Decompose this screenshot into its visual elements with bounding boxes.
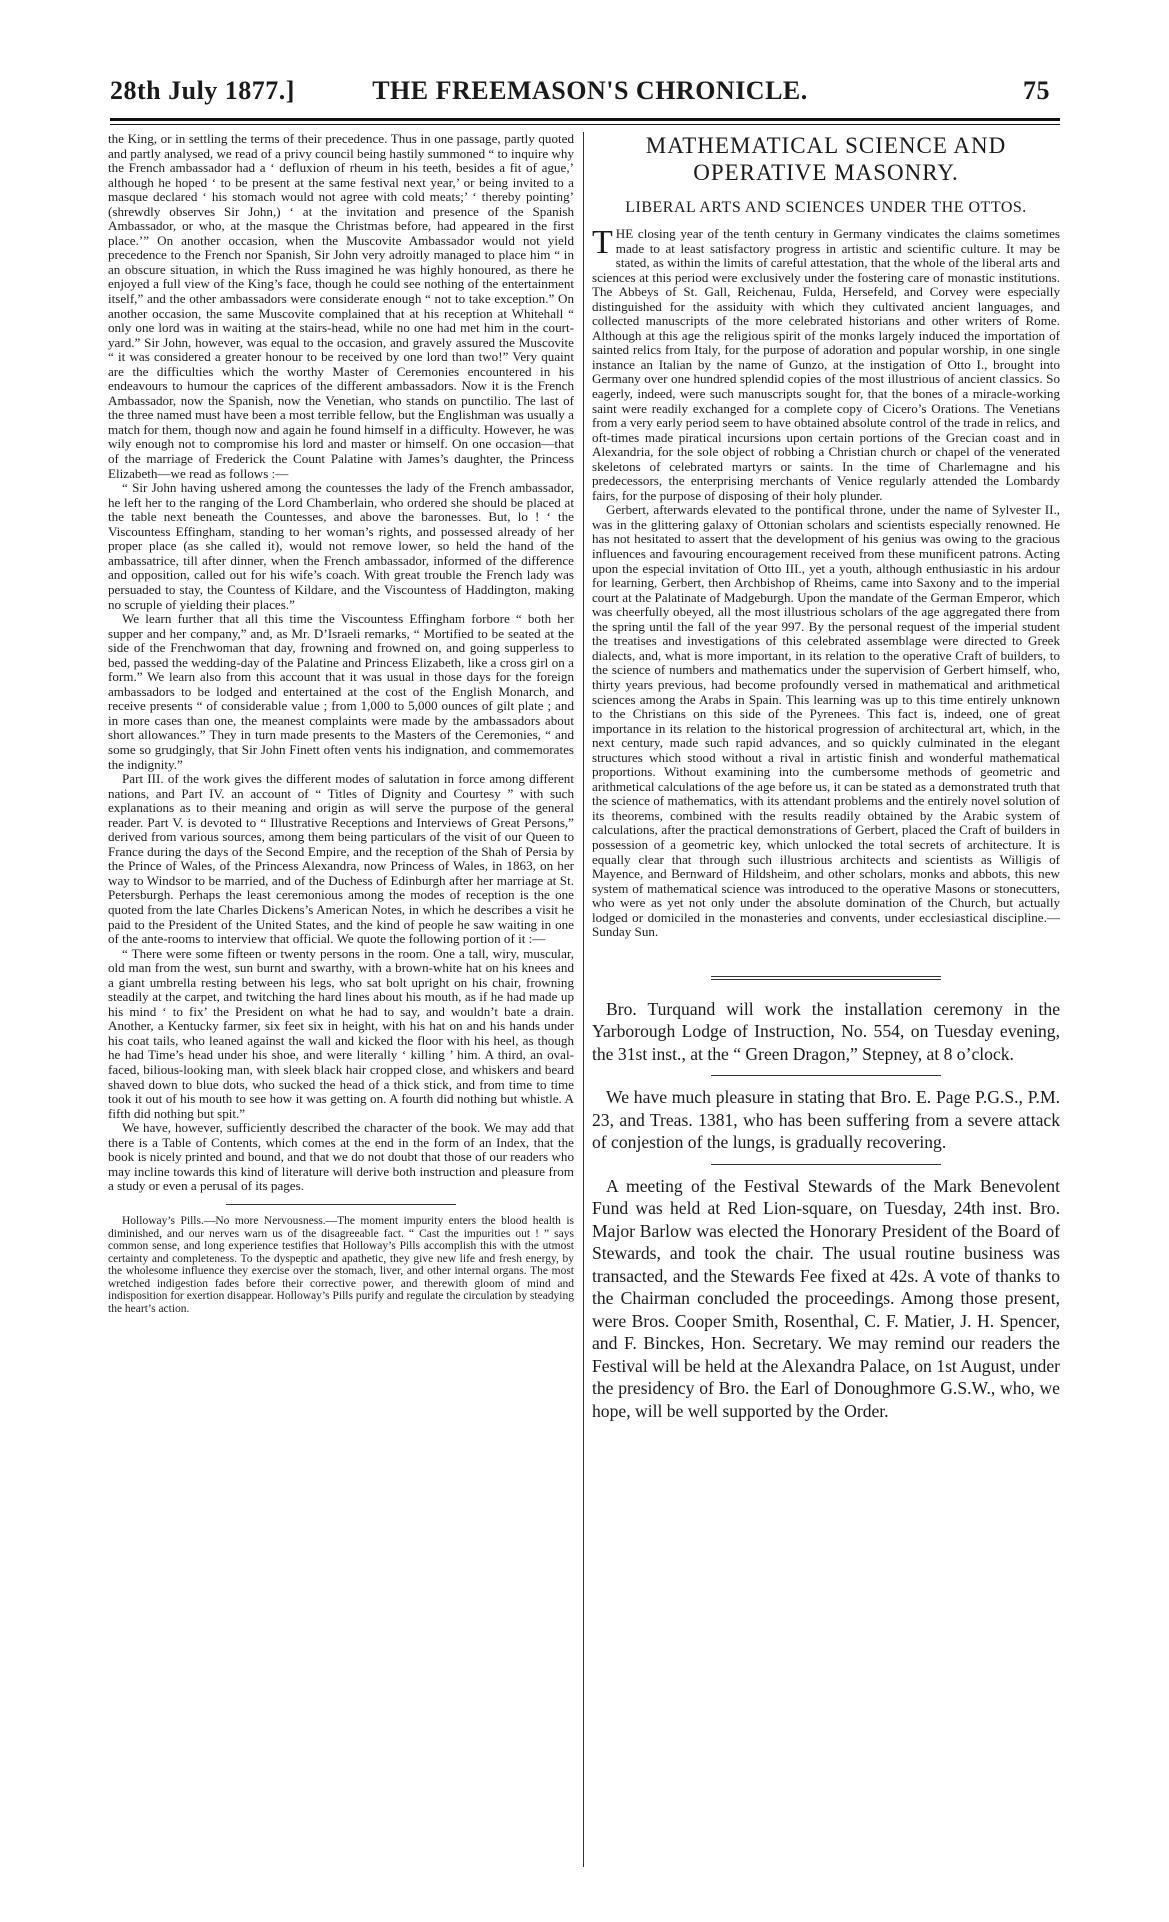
paragraph: Part III. of the work gives the different modes of salutation in force among different nations, and Part IV. an account of “ Titles of Dignity and Courtesy ” with such explanations as to their meaning and origin as will serve the purpose of the general reader. Part V. is devoted to “ Illustrative Receptions and Interviews of Great Persons,” derived from various sources, among them being particulars of the visit of our Queen to France during the days of the Second Empire, and the reception of the Shah of Persia by the Prince of Wales, of the Princess Alexandra, now Princess of Wales, in 1863, on her way to Windsor to be married, and of the Duchess of Edinburgh after her marriage at St. Petersburgh. Perhaps the least ceremonious among the modes of reception is the one quoted from the late Charles Dickens’s American Notes, in which he describes a visit he paid to the President of the United States, and the kind of people he saw waiting in one of the ante-rooms to interview that official. We quote the following portion of it :— bbox=[108, 771, 574, 947]
section-divider bbox=[711, 1164, 941, 1165]
right-column bbox=[592, 132, 1060, 1872]
paragraph-text: HE closing year of the tenth century in Germany vindicates the claims sometimes made to at least satisfactory progress in artistic and scientific culture. It may be stated, as within the limits of careful attestation, that the whole of the liberal arts and sciences at this period were exclusively under the fostering care of monastic institutions. The Abbeys of St. Gall, Reichenau, Fulda, Hersefeld, and Corvey were especially distinguished for the assiduity with which they cultivated ancient languages, and collected manuscripts of the more celebrated historians and other writers of Rome. Although at this age the religious spirit of the monks largely induced the importation of sainted relics from Italy, for the purpose of adoration and popular worship, in one single instance an Italian by the name of Gunzo, at the instigation of Otto I., brought into Germany over one hundred splendid copies of the most illustrious of ancient classics. So eagerly, indeed, were such manuscripts sought for, that the bones of a miracle-working saint were readily exchanged for a complete copy of Cicero’s Orations. The Venetians from a very early period seem to have obtained absolute control of the trade in relics, and oft-times made piratical incursions upon certain portions of the Grecian coast and in Alexandria, for the sole object of robbing a Christian church or chapel of the venerated skeletons of celebrated martyrs or saints. In the time of Charlemagne and his predecessors, the enterprising merchants of Venice regularly attended the Lombardy fairs, for the purpose of disposing of their holy plunder. bbox=[592, 226, 1060, 503]
notice: We have much pleasure in stating that Bro. E. Page P.G.S., P.M. 23, and Treas. 1381, who has been suffering from a severe attack of conjestion of the lungs, is gradually recovering. bbox=[592, 1087, 1060, 1153]
paragraph: the King, or in settling the terms of their precedence. Thus in one passage, partly quoted and partly analysed, we read of a privy council being hastily summoned “ to inquire why the French ambassador had a ‘ defluxion of rheum in his teeth, besides a fit of ague,’ although he hoped ‘ to be present at the same festival next year,’ or being invited to a masque declared ‘ his stomach would not agree with cold meats;’ ‘ thereby pointing’ (shrewdly observes Sir John,) ‘ at the invitation and presence of the Spanish Ambassador, or who, at the masque the Christmas before, had appeared in the first place.’” On another occasion, when the Muscovite Ambassador would not yield precedence to the French nor Spanish, Sir John very adroitly managed to place him “ in an obscure situation, in which the Russ imagined he was highly honoured, as there he enjoyed a full view of the King’s face, though he could see nothing of the entertainment itself,” and the other ambassadors were considerate enough “ not to take exception.” On another occasion, the same Muscovite complained that at his reception at Whitehall “ only one lord was in waiting at the stairs-head, while no one had met him in the court-yard.” Sir John, however, was equal to the occasion, and gravely assured the Muscovite “ it was considered a greater honour to be received by one lord than two!” Very quaint are the difficulties which the worthy Master of Ceremonies encountered in his endeavours to humour the caprices of the different ambassadors. Now it is the French Ambassador, now the Spanish, now the Venetian, who stands on punctilio. The last of the three named must have been a most terrible fellow, but the Englishman was usually a match for them, though now and again he found himself in a difficulty. However, he was wily enough not to compromise his lord and master or himself. On one occasion—that of the marriage of Frederick the Count Palatine with James’s daughter, the Princess Elizabeth—we read as follows :— bbox=[108, 132, 574, 481]
section-divider bbox=[226, 1204, 456, 1205]
paragraph bbox=[592, 224, 1060, 503]
section-divider bbox=[711, 976, 941, 980]
header-rule-thin bbox=[110, 124, 1060, 125]
paragraph: Gerbert, afterwards elevated to the pontifical throne, under the name of Sylvester II., was in the glittering galaxy of Ottonian scholars and scientists especially renowned. He has not hesitated to assert that the development of his genius was owing to the gracious influences and favouring encouragement received from these munificent patrons. Acting upon the especial invitation of Otto III., yet a youth, although enthusiastic in his ardour for learning, Gerbert, then Archbishop of Rheims, came into Saxony and to the imperial court at the Palatinate of Madgeburgh. Upon the mandate of the German Emperor, which was cheerfully obeyed, all the most illustrious scholars of the age aggregated there from the spring until the fall of the year 997. By the personal request of the imperial student the treatises and investigations of this celebrated assemblage were directed to Greek dialects, and, what is more important, in its relation to the operative Craft of builders, to the science of numbers and mathematics under the supervision of Gerbert himself, who, thirty years previous, had become profoundly versed in mathematical and arithmetical sciences among the Arabs in Spain. This learning was up to this time entirely unknown to the Christians on this side of the Pyrenees. This fact is, indeed, one of great importance in its relation to the historical progression of architectural art, which, in the next century, made such rapid advances, and so quickly culminated in the elegant structures which stood without a rival in artistic finish and wonderful mathematical proportions. Without examining into the cumbersome methods of geometric and arithmetical calculations of the age before us, it can be stated as a demonstrated truth that the science of mathematics, with its attendant problems and the entirely novel solution of its theorems, combined with the results readily obtained by the Arabic system of calculations, after the practical demonstrations of Gerbert, placed the Craft of builders in possession of a geometric key, which unlocked the total secrets of architecture. It is equally clear that through such illustrious architects and scientists as Willigis of Mayence, and Bernward of Hildsheim, and other scholars, monks and abbots, this new system of mathematical science was introduced to the operative Masons or stonecutters, who were as yet not only under the absolute domination of the Church, but actually lodged or domiciled in the monasteries and convents, under ecclesiastical discipline.—Sunday Sun. bbox=[592, 502, 1060, 940]
drop-cap: T bbox=[592, 224, 613, 261]
article-subtitle: LIBERAL ARTS AND SCIENCES UNDER THE OTTOS. bbox=[625, 199, 1027, 216]
section-divider bbox=[711, 1075, 941, 1076]
page-number: 75 bbox=[1023, 76, 1050, 105]
paragraph: We have, however, sufficiently described the character of the book. We may add that there is a Table of Contents, which comes at the end in the form of an Index, that the book is nicely printed and bound, and that we do not doubt that those of our readers who may incline towards this kind of literature will derive both instruction and pleasure from a study or even a perusal of its pages. bbox=[108, 1120, 574, 1194]
masthead-title: THE FREEMASON'S CHRONICLE. bbox=[372, 76, 808, 105]
paragraph: “ There were some fifteen or twenty persons in the room. One a tall, wiry, muscular, old man from the west, sun burnt and swarthy, with a brown-white hat on his knees and a giant umbrella resting between his legs, who sat bolt upright on his chair, frowning steadily at the carpet, and twitching the hard lines about his mouth, as if he had made up his mind ‘ to fix’ the President on what he had to say, and wouldn’t bate a drain. Another, a Kentucky farmer, six feet six in height, with his hat on and his hands under his coat tails, who leaned against the wall and kicked the floor with his heel, as though he had Time’s head under his shoe, and were literally ‘ killing ’ him. A third, an oval-faced, bilious-looking man, with sleek black hair cropped close, and whiskers and beard shaved down to blue dots, who sucked the head of a thick stick, and from time to time took it out of his mouth to see how it was getting on. A fourth did nothing but whistle. A fifth did nothing but spit.” bbox=[108, 945, 574, 1121]
column-divider bbox=[583, 132, 584, 1867]
advertisement: Holloway’s Pills.—No more Nervousness.—The moment impurity enters the blood health is diminished, and our nerves warn us of the disagreeable fact. “ Cast the impurities out ! ” says common sense, and long experience testifies that Holloway’s Pills accomplish this with the utmost certainty and completeness. To the dyspeptic and apathetic, they give new life and fresh energy, by the wholesome influence they exercise over the stomach, liver, and other internal organs. The most wretched indigestion fades before their corrective power, and therewith gloom of mind and indisposition for exertion disappear. Holloway’s Pills purify and regulate the circulation by steadying the heart’s action. bbox=[108, 1214, 574, 1316]
paragraph: “ Sir John having ushered among the countesses the lady of the French ambassador, he left her to the ranging of the Lord Chamberlain, who ordered she should be placed at the table next beneath the Countesses, and above the baronesses. But, lo ! ‘ the Viscountess Effingham, standing to her woman’s rights, and possessed already of her proper place (as she called it), would not remove lower, so held the hand of the ambassatrice, till after dinner, when the French ambassador, informed of the difference and opposition, called out for his wife’s coach. With great trouble the French lady was persuaded to stay, the Countess of Kildare, and the Viscountess of Haddington, making no scruple of yielding their places.” bbox=[108, 480, 574, 612]
article-title: MATHEMATICAL SCIENCE AND OPERATIVE MASONRY. bbox=[645, 133, 1007, 185]
issue-date: 28th July 1877.] bbox=[110, 76, 295, 105]
page-header bbox=[110, 70, 1070, 116]
header-rule-thick bbox=[110, 118, 1060, 121]
notice: A meeting of the Festival Stewards of the Mark Benevolent Fund was held at Red Lion-square, on Tuesday, 24th inst. Bro. Major Barlow was elected the Honorary President of the Board of Stewards, and took the chair. The usual routine business was transacted, and the Stewards Fee fixed at 42s. A vote of thanks to the Chairman concluded the proceedings. Among those present, were Bros. Cooper Smith, Rosenthal, C. F. Matier, J. H. Spencer, and F. Binckes, Hon. Secretary. We may remind our readers the Festival will be held at the Alexandra Palace, on 1st August, under the presidency of Bro. the Earl of Donoughmore G.S.W., who, we hope, will be well supported by the Order. bbox=[592, 1175, 1060, 1421]
paragraph: We learn further that all this time the Viscountess Effingham forbore “ both her supper and her company,” and, as Mr. D’Israeli remarks, “ Mortified to be seated at the side of the Frenchwoman that day, frowning and frowned on, and going supperless to bed, passed the wedding-day of the Palatine and Princess Elizabeth, like a cross girl on a form.” We learn also from this account that it was usual in those days for the foreign ambassadors to be lodged and entertained at the cost of the English Monarch, and receive presents “ of considerable value ; from 1,000 to 5,000 ounces of gilt plate ; and in more cases than one, the meanest complaints were made by the ambassadors about short allowances.” They in turn made presents to the Masters of the Ceremonies, “ and some so grudgingly, that Sir John Finett often vents his indignation, and commemorates the indignity.” bbox=[108, 611, 574, 772]
notice: Bro. Turquand will work the installation ceremony in the Yarborough Lodge of Instruction, No. 554, on Tuesday evening, the 31st inst., at the “ Green Dragon,” Stepney, at 8 o’clock. bbox=[592, 998, 1060, 1064]
left-column bbox=[108, 132, 574, 1872]
